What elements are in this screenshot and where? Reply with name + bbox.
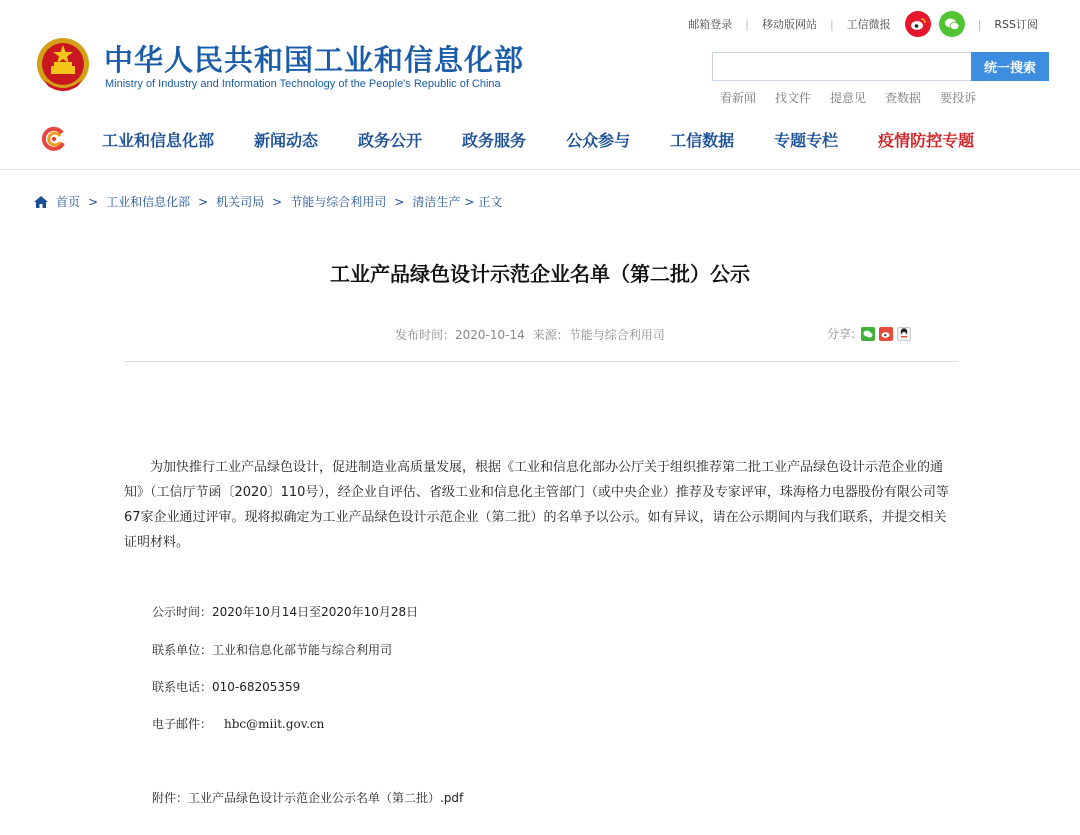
- wechat-icon[interactable]: [939, 11, 965, 37]
- attachment-link[interactable]: 附件：工业产品绿色设计示范企业公示名单（第二批）.pdf: [152, 791, 464, 805]
- breadcrumb-energy-dept[interactable]: 节能与综合利用司: [290, 195, 387, 209]
- breadcrumb-separator: >: [88, 194, 99, 209]
- share-wechat-icon[interactable]: [861, 327, 875, 341]
- rss-link[interactable]: RSS订阅: [994, 18, 1038, 31]
- nav-item-epidemic[interactable]: 疫情防控专题: [878, 130, 975, 150]
- weibo-report-link[interactable]: 工信微报: [846, 18, 891, 31]
- article-meta: [395, 326, 665, 343]
- quick-link-news[interactable]: 看新闻: [720, 91, 757, 105]
- search-box: [712, 52, 972, 81]
- separator: |: [829, 17, 834, 31]
- nav-item-gov-affairs[interactable]: 政务公开: [358, 130, 423, 150]
- search-input[interactable]: [713, 53, 971, 80]
- article-source: 来源：节能与综合利用司: [532, 328, 665, 342]
- share-bar: [827, 325, 911, 342]
- weibo-icon[interactable]: [905, 11, 931, 37]
- email-label: 电子邮件：: [152, 717, 213, 731]
- separator: |: [745, 17, 749, 31]
- breadcrumb-departments[interactable]: 机关司局: [216, 195, 265, 209]
- breadcrumb-current: 正文: [478, 195, 503, 209]
- article-title: 工业产品绿色设计示范企业名单（第二批）公示: [330, 262, 750, 286]
- site-subtitle: Ministry of Industry and Information Technology of the People's Republic of China: [105, 78, 501, 90]
- breadcrumb-separator: >: [394, 194, 405, 209]
- breadcrumb-separator: >: [464, 194, 475, 209]
- ministry-logo-icon[interactable]: [40, 125, 68, 153]
- mobile-site-link[interactable]: 移动版网站: [761, 18, 817, 31]
- nav-item-ministry[interactable]: 工业和信息化部: [102, 130, 215, 150]
- home-icon[interactable]: [34, 196, 48, 208]
- breadcrumb-ministry[interactable]: 工业和信息化部: [106, 195, 191, 209]
- publish-time: 发布时间：2020-10-14: [395, 328, 525, 342]
- breadcrumb-clean-production[interactable]: 清洁生产: [412, 195, 461, 209]
- contact-unit: 联系单位：工业和信息化部节能与综合利用司: [152, 643, 393, 657]
- breadcrumb-separator: >: [198, 194, 209, 209]
- contact-email-row: [152, 715, 324, 732]
- breadcrumb-home[interactable]: 首页: [56, 195, 81, 209]
- site-title[interactable]: 中华人民共和国工业和信息化部: [104, 43, 525, 77]
- quick-link-documents[interactable]: 找文件: [775, 91, 812, 105]
- top-links: [688, 10, 1038, 38]
- email-link[interactable]: hbc@miit.gov.cn: [224, 717, 325, 731]
- nav-item-special-topics[interactable]: 专题专栏: [774, 130, 839, 150]
- share-weibo-icon[interactable]: [879, 327, 893, 341]
- breadcrumb: [34, 193, 502, 210]
- mailbox-login-link[interactable]: 邮箱登录: [688, 18, 733, 31]
- nav-item-data[interactable]: 工信数据: [670, 130, 735, 150]
- quick-link-complaint[interactable]: 要投诉: [940, 91, 977, 105]
- share-label: 分享:: [827, 327, 856, 341]
- main-nav: [40, 124, 974, 154]
- unified-search-button[interactable]: 统一搜索: [971, 52, 1049, 81]
- share-qq-icon[interactable]: [897, 327, 911, 341]
- nav-item-public-participation[interactable]: 公众参与: [566, 130, 631, 150]
- notice-period: 公示时间：2020年10月14日至2020年10月28日: [152, 605, 419, 619]
- quick-link-data[interactable]: 查数据: [885, 91, 922, 105]
- quick-link-feedback[interactable]: 提意见: [830, 91, 867, 105]
- separator: |: [977, 17, 982, 31]
- nav-item-gov-services[interactable]: 政务服务: [462, 130, 527, 150]
- contact-phone: 联系电话：010-68205359: [152, 680, 301, 694]
- article-body: 为加快推行工业产品绿色设计，促进制造业高质量发展，根据《工业和信息化部办公厅关于组织推荐第二批工业产品绿色设计示范企业的通知》（工信厅节函〔2020〕110号），经企业自评估、省级工业和信息化主管部门（或中央企业）推荐及专家评审，珠海格力电器股份有限公司等67家企业通过评审。现将拟确定为工业产品绿色设计示范企业（第二批）的名单予以公示。如有异议，请在公示期间内与我们联系，并提交相关证明材料。: [124, 460, 949, 550]
- breadcrumb-separator: >: [272, 194, 283, 209]
- site-header: [0, 0, 1080, 170]
- quick-links: [720, 89, 995, 106]
- nav-item-news[interactable]: 新闻动态: [254, 130, 319, 150]
- national-emblem-icon: [34, 36, 92, 96]
- meta-divider: [124, 361, 958, 362]
